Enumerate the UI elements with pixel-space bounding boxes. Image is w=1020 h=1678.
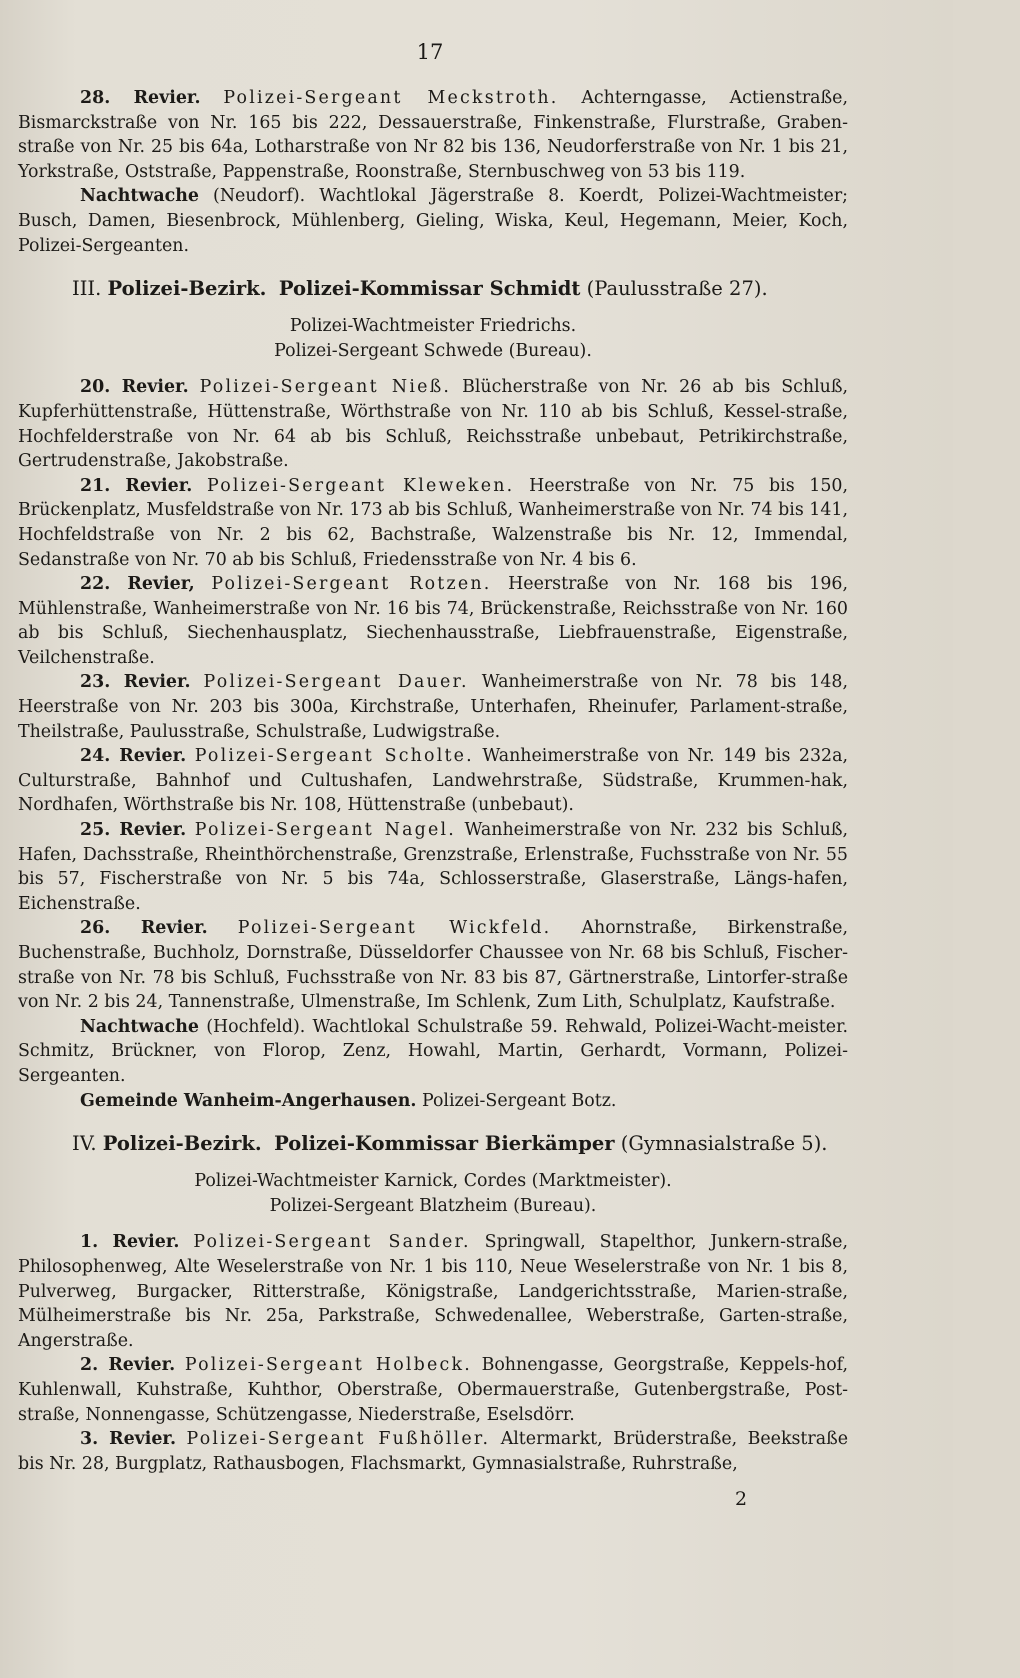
revier-label: 22. Revier, xyxy=(80,574,195,595)
officer-name: Polizei-Sergeant Fußhöller. xyxy=(186,1429,491,1450)
revier-label: 20. Revier. xyxy=(80,377,189,398)
district-numeral: IV. xyxy=(72,1132,97,1156)
streets-text: Heerstraße von Nr. 75 bis 150, Brückenplatz, Musfeldstraße von Nr. 173 ab bis Schluß, Wanheimerstraße von Nr. 74 bis 141, Hochfeldstraße von Nr. 2 bis 62, Bachstraße, Walzenstraße bis Nr. 12, Immendal, Sedanstraße von Nr. 70 ab bis Schluß, Friedensstraße von Nr. 4 bis 6. xyxy=(18,475,848,570)
nachtwache-hochfeld-paragraph xyxy=(18,1015,848,1089)
revier-25-paragraph xyxy=(18,818,848,916)
revier-label: 2. Revier. xyxy=(80,1355,176,1376)
revier-label: 25. Revier. xyxy=(80,820,187,841)
revier-21-paragraph xyxy=(18,474,848,572)
gemeinde-label: Gemeinde Wanheim-Angerhausen. xyxy=(80,1090,417,1111)
document-body xyxy=(18,86,848,1476)
district-title: Polizei-Bezirk. xyxy=(102,1132,262,1156)
streets-text: Blücherstraße von Nr. 26 ab bis Schluß, Kupferhüttenstraße, Hüttenstraße, Wörthstraße von Nr. 110 ab bis Schluß, Kessel-straße, Hochfelderstraße von Nr. 64 ab bis Schluß, Reichsstraße unbebaut, Petrikirchstraße, Gertrudenstraße, Jakobstraße. xyxy=(18,377,848,472)
district-3-staff-line-2: Polizei-Sergeant Schwede (Bureau). xyxy=(274,340,592,361)
revier-label: 21. Revier. xyxy=(80,475,193,496)
streets-text: Wanheimerstraße von Nr. 149 bis 232a, Culturstraße, Bahnhof und Cultushafen, Landwehrstraße, Südstraße, Krummen-hak, Nordhafen, Wörthstraße bis Nr. 108, Hüttenstraße (unbebaut). xyxy=(18,746,848,816)
revier-label: 24. Revier. xyxy=(80,746,187,767)
officer-name: Polizei-Sergeant Wickfeld. xyxy=(237,918,552,939)
streets-text: Ahornstraße, Birkenstraße, Buchenstraße, Buchholz, Dornstraße, Düsseldorfer Chaussee von Nr. 68 bis Schluß, Fischer-straße von Nr. 78 bis Schluß, Fuchsstraße von Nr. 83 bis 87, Gärtnerstraße, Lintorfer-straße von Nr. 2 bis 24, Tannenstraße, Ulmenstraße, Im Schlenk, Zum Lith, Schulplatz, Kaufstraße. xyxy=(18,918,848,1013)
streets-text: Heerstraße von Nr. 168 bis 196, Mühlenstraße, Wanheimerstraße von Nr. 16 bis 74, Brückenstraße, Reichsstraße von Nr. 160 ab bis Schluß, Siechenhausplatz, Siechenhausstraße, Liebfrauenstraße, Eigenstraße, Veilchenstraße. xyxy=(18,574,849,668)
district-3-heading xyxy=(18,276,848,302)
district-address: (Paulusstraße 27). xyxy=(586,277,768,301)
gemeinde-paragraph xyxy=(18,1089,848,1114)
district-3-staff-line-1: Polizei-Wachtmeister Friedrichs. xyxy=(289,316,577,337)
revier-20-paragraph xyxy=(18,375,848,473)
district-commissioner: Polizei-Kommissar Bierkämper xyxy=(274,1132,615,1156)
revier-2-paragraph xyxy=(18,1353,848,1427)
nachtwache-text: (Neudorf). Wachtlokal Jägerstraße 8. Koerdt, Polizei-Wachtmeister; Busch, Damen, Biesenbrock, Mühlenberg, Gieling, Wiska, Keul, Hegemann, Meier, Koch, Polizei-Sergeanten. xyxy=(18,186,848,256)
streets-text: Wanheimerstraße von Nr. 78 bis 148, Heerstraße von Nr. 203 bis 300a, Kirchstraße, Unterhafen, Rheinufer, Parlament-straße, Theilstraße, Paulusstraße, Schulstraße, Ludwigstraße. xyxy=(18,672,848,742)
officer-name: Polizei-Sergeant Holbeck. xyxy=(184,1355,472,1376)
revier-label: 26. Revier. xyxy=(80,918,208,939)
signature-mark: 2 xyxy=(735,1488,748,1510)
officer-name: Polizei-Sergeant Kleweken. xyxy=(207,475,515,496)
revier-label: 1. Revier. xyxy=(80,1232,180,1253)
officer-name: Polizei-Sergeant Dauer. xyxy=(203,672,469,693)
district-4-staff-line-2: Polizei-Sergeant Blatzheim (Bureau). xyxy=(269,1195,597,1216)
streets-text: Altermarkt, Brüderstraße, Beekstraße bis Nr. 28, Burgplatz, Rathausbogen, Flachsmarkt, Gymnasialstraße, Ruhrstraße, xyxy=(18,1429,848,1474)
district-numeral: III. xyxy=(72,277,102,301)
revier-label: 23. Revier. xyxy=(80,672,191,693)
nachtwache-neudorf-paragraph xyxy=(18,184,848,258)
district-address: (Gymnasialstraße 5). xyxy=(620,1132,828,1156)
streets-text: Bohnengasse, Georgstraße, Keppels-hof, Kuhlenwall, Kuhstraße, Kuhthor, Oberstraße, Obermauerstraße, Gutenbergstraße, Post-straße, Nonnengasse, Schützengasse, Niederstraße, Eselsdörr. xyxy=(18,1355,849,1425)
officer-name: Polizei-Sergeant Scholte. xyxy=(194,746,474,767)
gemeinde-text: Polizei-Sergeant Botz. xyxy=(421,1090,617,1111)
nachtwache-text: (Hochfeld). Wachtlokal Schulstraße 59. Rehwald, Polizei-Wacht-meister. Schmitz, Brückner, von Florop, Zenz, Howahl, Martin, Gerhardt, Vormann, Polizei-Sergeanten. xyxy=(18,1016,848,1086)
revier-label: 28. Revier. xyxy=(80,88,201,108)
revier-23-paragraph xyxy=(18,670,848,744)
revier-26-paragraph xyxy=(18,916,848,1014)
district-4-staff-line-1: Polizei-Wachtmeister Karnick, Cordes (Marktmeister). xyxy=(194,1171,672,1192)
page-number: 17 xyxy=(416,40,444,64)
nachtwache-label: Nachtwache xyxy=(80,1016,199,1037)
officer-name: Polizei-Sergeant Nagel. xyxy=(194,820,456,841)
officer-name: Polizei-Sergeant Rotzen. xyxy=(211,574,492,595)
district-commissioner: Polizei-Kommissar Schmidt xyxy=(278,277,581,301)
revier-label: 3. Revier. xyxy=(80,1429,177,1450)
officer-name: Polizei-Sergeant Nieß. xyxy=(199,377,452,398)
district-title: Polizei-Bezirk. xyxy=(107,277,267,301)
nachtwache-label: Nachtwache xyxy=(80,186,199,207)
streets-text: Achterngasse, Actienstraße, Bismarckstraße von Nr. 165 bis 222, Dessauerstraße, Finkenstraße, Flurstraße, Graben-straße von Nr. 25 bis 64a, Lotharstraße von Nr 82 bis 136, Neudorferstraße von Nr. 1 bis 21, Yorkstraße, Oststraße, Pappenstraße, Roonstraße, Sternbuschweg von 53 bis 119. xyxy=(18,88,848,182)
officer-name: Polizei-Sergeant Sander. xyxy=(193,1232,471,1253)
revier-3-paragraph xyxy=(18,1427,848,1476)
revier-24-paragraph xyxy=(18,744,848,818)
revier-28-paragraph xyxy=(18,86,848,184)
streets-text: Wanheimerstraße von Nr. 232 bis Schluß, Hafen, Dachsstraße, Rheinthörchenstraße, Grenzstraße, Erlenstraße, Fuchsstraße von Nr. 55 bis 57, Fischerstraße von Nr. 5 bis 74a, Schlosserstraße, Glaserstraße, Längs-hafen, Eichenstraße. xyxy=(18,820,849,914)
streets-text: Springwall, Stapelthor, Junkern-straße, Philosophenweg, Alte Weselerstraße von Nr. 1 bis 110, Neue Weselerstraße von Nr. 1 bis 8, Pulverweg, Burgacker, Ritterstraße, Königstraße, Landgerichtsstraße, Marien-straße, Mülheimerstraße bis Nr. 25a, Parkstraße, Schwedenallee, Weberstraße, Garten-straße, Angerstraße. xyxy=(18,1232,848,1351)
officer-name: Polizei-Sergeant Meckstroth. xyxy=(223,88,559,108)
revier-22-paragraph xyxy=(18,572,848,670)
district-4-heading xyxy=(18,1131,848,1157)
revier-1-paragraph xyxy=(18,1230,848,1353)
